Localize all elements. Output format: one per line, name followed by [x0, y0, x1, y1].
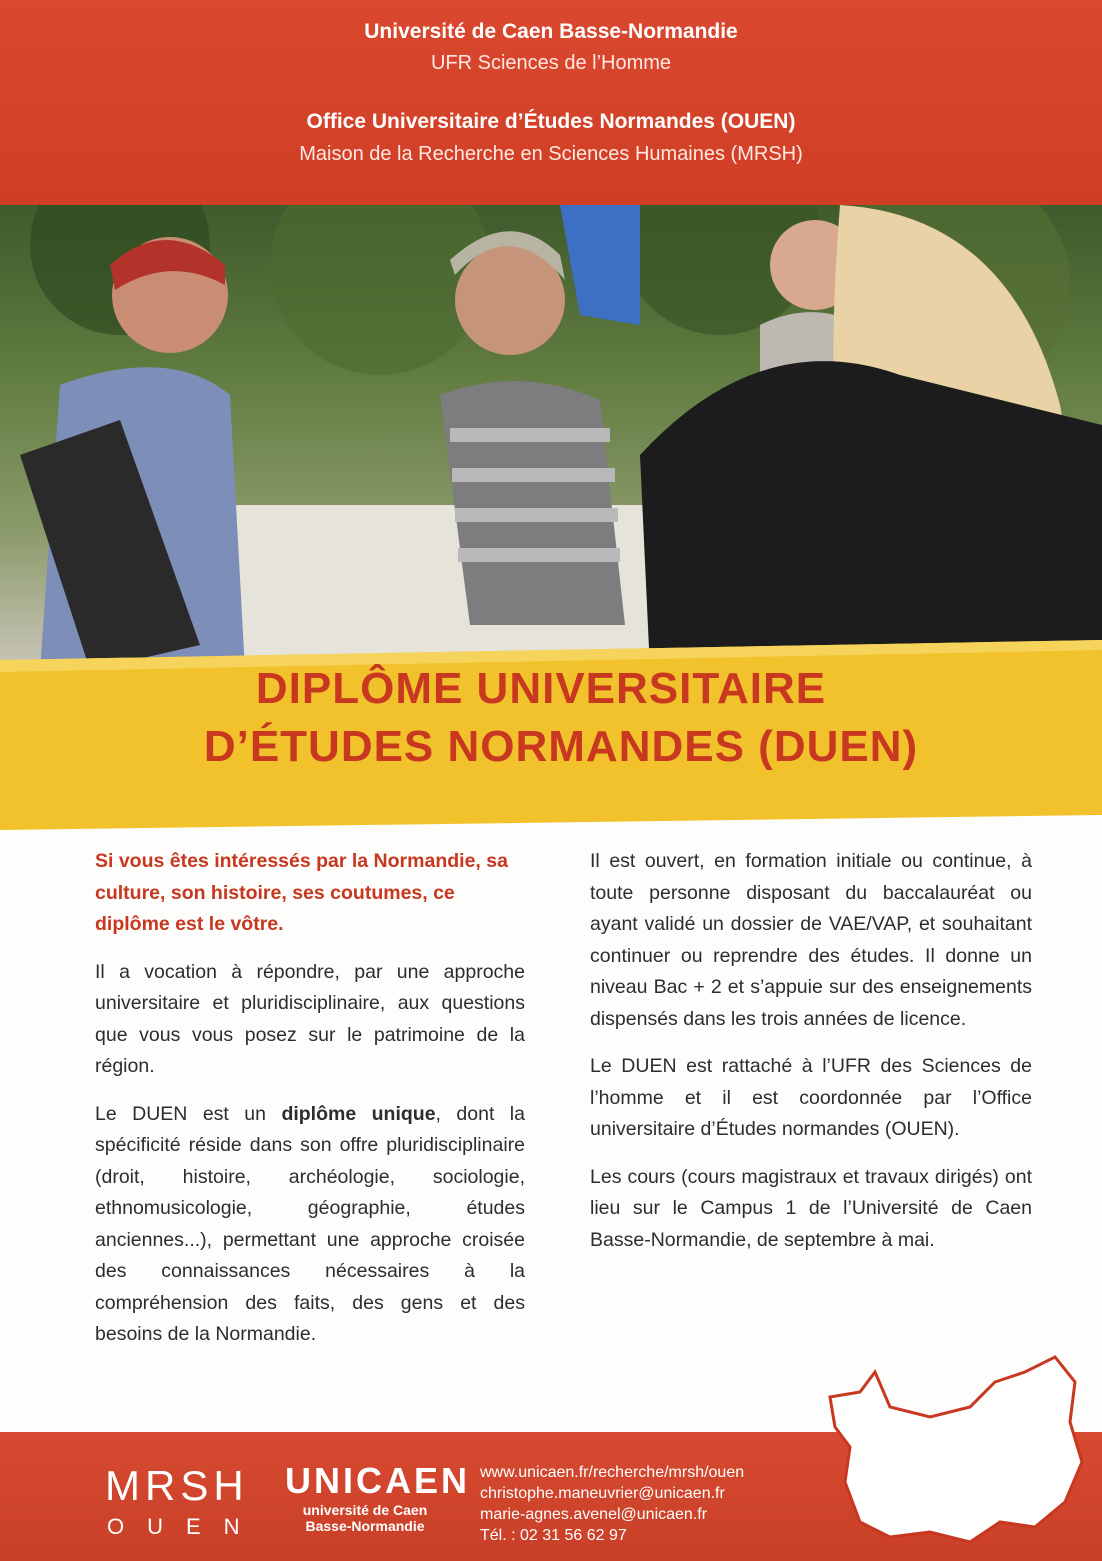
email-link-2[interactable]: marie-agnes.avenel@unicaen.fr	[480, 1506, 708, 1523]
university-name: Université de Caen Basse-Normandie	[364, 20, 738, 43]
paragraph-admission: Il est ouvert, en formation initiale ou continue, à toute personne disposant du baccalauréat ou ayant validé un dossier de VAE/VAP, et souhaitant continuer ou reprendre des études. Il donne un niveau Bac + 2 et s’appuie sur des enseignements dispensés dans les trois années de licence.	[590, 850, 1032, 1030]
mrsh-logo-text: MRSH	[105, 1462, 249, 1509]
ufr-name: UFR Sciences de l’Homme	[430, 52, 672, 74]
paragraph-unique	[95, 1099, 525, 1351]
paragraph-unique-end: , dont la spécificité réside dans son offre pluridisciplinaire (droit, histoire, archéologie, sociologie, ethnomusicologie, géographie, études anciennes...), permettant une approche croisée des connaissances nécessaires à la compréhension des faits, des gens et des besoins de la Normandie.	[95, 1102, 525, 1345]
website-link[interactable]: www.unicaen.fr/recherche/mrsh/ouen	[480, 1464, 745, 1481]
unique-diploma-emphasis: diplôme unique	[281, 1102, 436, 1125]
lead-paragraph: Si vous êtes intéressés par la Normandie, sa culture, son histoire, ses coutumes, ce diplôme est le vôtre.	[95, 850, 508, 935]
paragraph-attachment: Le DUEN est rattaché à l’UFR des Sciences de l’homme et il est coordonnée par l’Office universitaire d’Études normandes (OUEN).	[590, 1055, 1032, 1140]
right-column	[590, 846, 1032, 1272]
title-line-1: DIPLÔME UNIVERSITAIRE	[255, 664, 827, 713]
unicaen-logo	[285, 1460, 471, 1534]
paragraph-unique-start: Le DUEN est un	[95, 1102, 282, 1125]
paragraph-vocation: Il a vocation à répondre, par une approche universitaire et pluridisciplinaire, aux questions que vous vous posez sur le patrimoine de la région.	[95, 960, 525, 1077]
unicaen-logo-text: UNICAEN	[285, 1460, 471, 1501]
header	[0, 0, 1102, 205]
photo-illustration	[0, 205, 1102, 670]
ouen-logo-text: OUEN	[107, 1514, 263, 1539]
normandy-map-icon	[820, 1352, 1090, 1552]
left-column	[95, 846, 525, 1367]
email-link-1[interactable]: christophe.maneuvrier@unicaen.fr	[480, 1485, 725, 1502]
photo	[0, 205, 1102, 670]
unicaen-sub-1: université de Caen	[302, 1502, 428, 1518]
paragraph-courses: Les cours (cours magistraux et travaux dirigés) ont lieu sur le Campus 1 de l’Université de Caen Basse-Normandie, de septembre à mai.	[590, 1165, 1032, 1251]
phone-number: Tél. : 02 31 56 62 97	[480, 1527, 627, 1544]
office-name: Office Universitaire d’Études Normandes (OUEN)	[306, 110, 796, 133]
contact-block	[480, 1462, 744, 1546]
unicaen-sub-2: Basse-Normandie	[305, 1518, 425, 1534]
title-banner	[0, 640, 1102, 830]
mrsh-logo	[105, 1462, 263, 1540]
title-line-2: D’ÉTUDES NORMANDES (DUEN)	[203, 722, 919, 771]
mrsh-name: Maison de la Recherche en Sciences Humaines (MRSH)	[299, 143, 803, 165]
